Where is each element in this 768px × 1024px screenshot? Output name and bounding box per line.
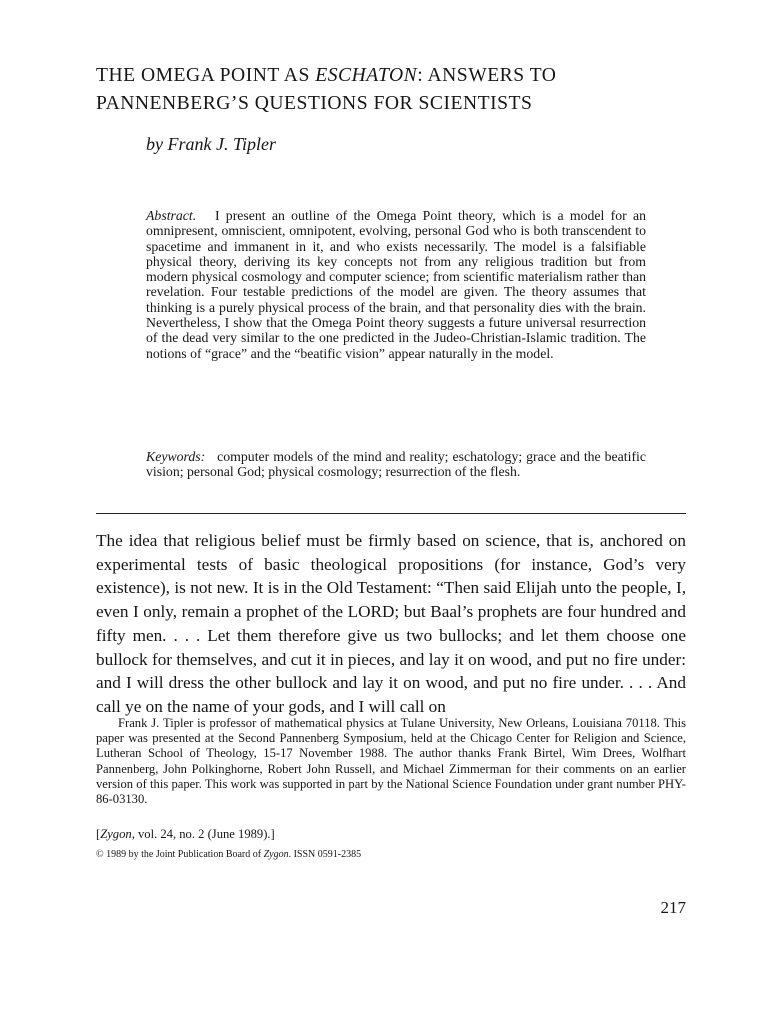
section-divider <box>96 513 686 514</box>
title-part-1: THE OMEGA POINT AS <box>96 65 316 86</box>
keywords-block <box>146 449 646 480</box>
page-number: 217 <box>660 898 686 917</box>
body-paragraph: The idea that religious belief must be firmly based on science, that is, anchored on experimental tests of basic theological propositions (for instance, God’s very existence), is not new. It is in the Old Testament: “Then said Elijah unto the people, I, even I only, remain a prophet of the LORD; but Baal’s prophets are four hundred and fifty men. . . . Let them therefore give us two bullocks; and let them choose one bullock for themselves, and cut it in pieces, and lay it on wood, and put no fire under: and I will dress the other bullock and lay it on wood, and put no fire under. . . . And call ye on the name of your gods, and I will call on <box>96 531 686 716</box>
author-footnote: Frank J. Tipler is professor of mathematical physics at Tulane University, New Orleans, Louisiana 70118. This paper was presented at the Second Pannenberg Symposium, held at the Chicago Center for Religion and Science, Lutheran School of Theology, 15-17 November 1988. The author thanks Frank Birtel, Wim Drees, Wolfhart Pannenberg, John Polkinghorne, Robert John Russell, and Michael Zimmerman for their comments on an earlier version of this paper. This work was supported in part by the National Science Foundation under grant number PHY-86-03130. <box>96 716 686 807</box>
copyright-suffix: . ISSN 0591-2385 <box>288 849 362 860</box>
abstract-label: Abstract. <box>146 208 197 223</box>
citation-open: [ <box>96 827 101 841</box>
citation-rest: , vol. 24, no. 2 (June 1989).] <box>131 827 275 841</box>
keywords-text: computer models of the mind and reality; eschatology; grace and the beatific vision; personal God; physical cosmology; resurrection of the flesh. <box>146 449 646 480</box>
abstract-text: I present an outline of the Omega Point theory, which is a model for an omnipresent, omniscient, omnipotent, evolving, personal God who is both transcendent to spacetime and immanent in it, and who exists necessarily. The model is a falsifiable physical theory, deriving its key concepts not from any religious tradition but from modern physical cosmology and computer science; from scientific materialism rather than revelation. Four testable predictions of the model are given. The theory assumes that thinking is a purely physical process of the brain, and that personality dies with the brain. Nevertheless, I show that the Omega Point theory suggests a future universal resurrection of the dead very similar to the one predicted in the Judeo-Christian-Islamic tradition. The notions of “grace” and the “beatific vision” appear naturally in the model. <box>146 208 646 361</box>
copyright-prefix: © 1989 by the Joint Publication Board of <box>96 849 264 860</box>
author-byline: by Frank J. Tipler <box>146 134 276 154</box>
keywords-label: Keywords: <box>146 449 206 464</box>
title-italic-word: ESCHATON <box>315 65 418 86</box>
title-line-2: PANNENBERG’S QUESTIONS FOR SCIENTISTS <box>96 93 533 114</box>
abstract-block <box>146 208 646 361</box>
copyright-notice <box>96 849 361 860</box>
article-title <box>96 62 696 118</box>
copyright-journal: Zygon <box>263 849 289 860</box>
citation-journal: Zygon <box>100 827 132 841</box>
journal-citation <box>96 827 275 842</box>
title-part-2: : ANSWERS TO <box>417 65 557 86</box>
